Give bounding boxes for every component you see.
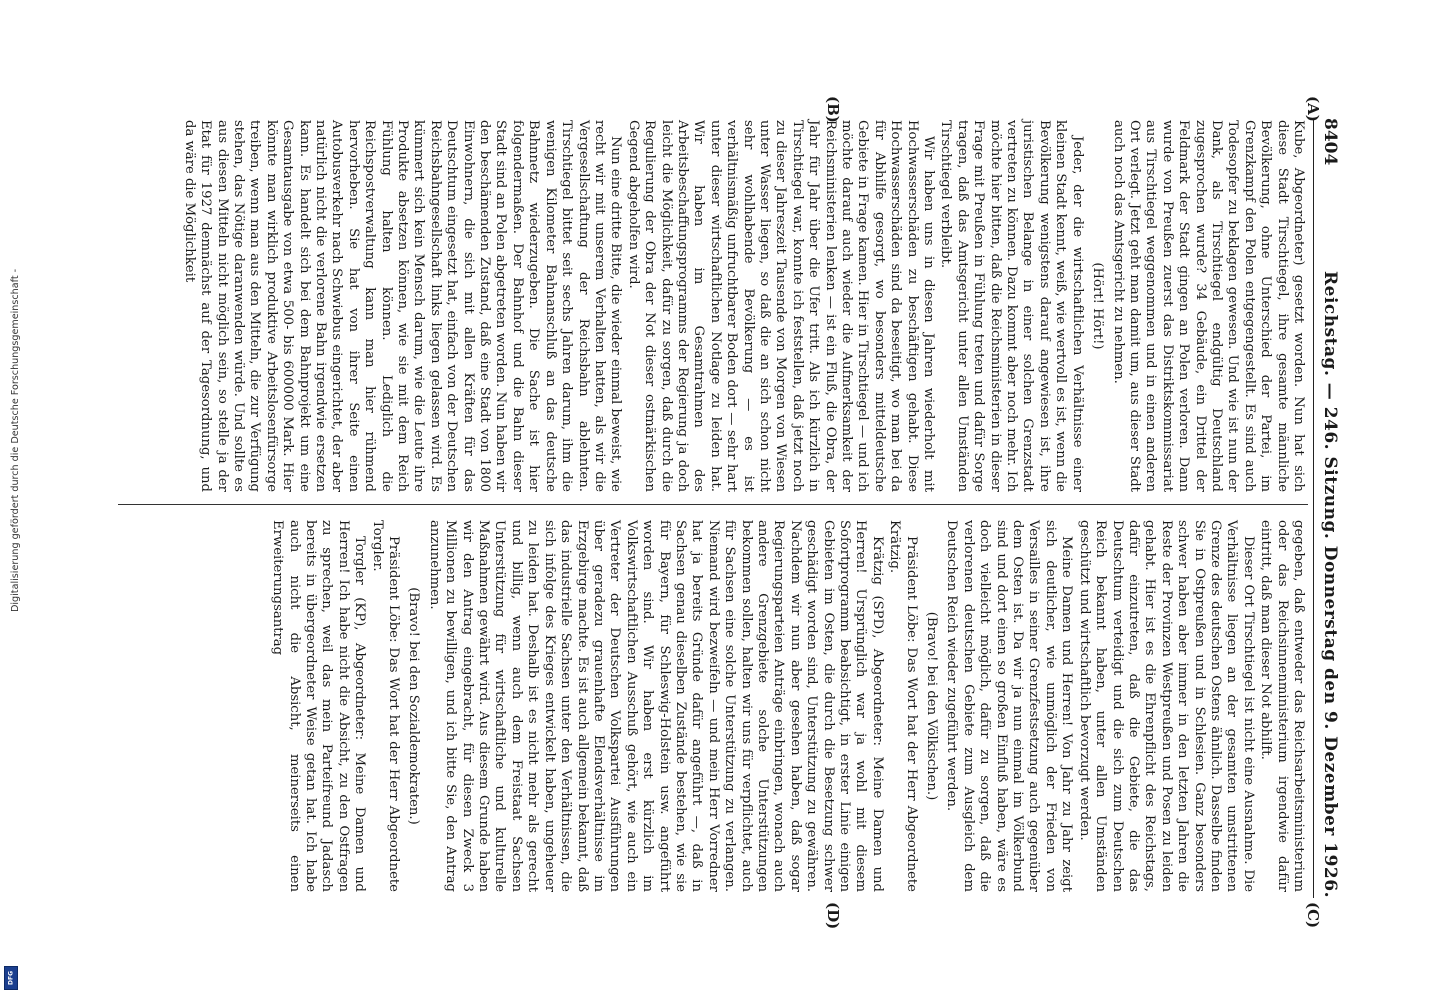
left-column (179, 120, 1306, 492)
interjection: (Hört! Hört!) (1090, 262, 1106, 350)
digitization-note: Digitalisierung gefördert durch die Deutsche Forschungsgemeinschaft - (10, 268, 21, 612)
paragraph: Krätzig (SPD), Abgeordneter: Meine Damen und Herren! Ursprünglich war ja wohl mit diesem Sofortprogramm beabsichtigt, in erster Linie einigen Gebieten im Osten, die durch die Besetzung schwer geschädigt worden sind, Unterstützung zu gewähren. Nachdem wir nun aber gesehen haben, daß sogar Regierungsparteien Anträge einbringen, wonach auch andere Grenzgebiete solche Unterstützungen bekommen sollen, halten wir uns für verpflichtet, auch für Sachsen eine solche Unterstützung zu verlangen. Niemand wird bezweifeln — und mein Herr Vorredner hat ja bereits Gründe dafür angeführt —, daß in Sachsen genau dieselben Zustände bestehen, wie sie für Bayern, für Schleswig-Holstein usw. angeführt worden sind. Wir haben erst kürzlich im Volkswirtschaftlichen Ausschuß gehört, wie auch ein Vertreter der Deutschen Volkspartei Ausführungen über geradezu grauenhafte Elendsverhältnisse im Erzgebirge machte. Es ist auch allgemein bekannt, daß das industrielle Sachsen unter den Verhältnissen, die sich infolge des Krieges entwickelt haben, ungeheuer zu leiden hat. Deshalb ist es nicht mehr als gerecht und billig, wenn auch dem Freistaat Sachsen Unterstützung für wirtschaftliche und kulturelle Maßnahmen gewährt wird. Aus diesem Grunde haben wir den Antrag eingebracht, für diesen Zweck 3 Millionen zu bewilligen, und ich bitte Sie, den Antrag anzunehmen. (426, 520, 885, 892)
paragraph: Meine Damen und Herren! Von Jahr zu Jahr zeigt sich deutlicher, wie unmöglich der Frieden von Versailles in seiner Grenzfestsetzung auch gegenüber dem Osten ist. Da wir ja nun einmal im Völkerbund sind und dort einen so großen Einfluß haben, wäre es doch vielleicht möglich, dafür zu sorgen, daß die verlorenen deutschen Gebiete zum Ausgleich dem Deutschen Reich wieder zugeführt werden. (944, 520, 1075, 892)
margin-marker-d: (D) (824, 902, 842, 930)
president-statement: Präsident Löbe: Das Wort hat der Herr Abgeordnete Krätzig. (887, 520, 919, 892)
margin-marker-a: (A) (1304, 96, 1322, 122)
paragraph: Jeder, der die wirtschaftlichen Verhältnisse einer kleinen Stadt kennt, weiß, wie wertvoll es ist, wenn die Bevölkerung wenigstens darauf angewiesen ist, ihre juristischen Belange in einer solchen Grenzstadt vertreten zu können. Dazu kommt aber noch mehr. Ich möchte hier bitten, daß die Reichsministerien in dieser Frage mit Preußen in Fühlung treten und dafür Sorge tragen, daß das Amtsgericht unter allen Umständen Tirschtiegel verbleibt. (938, 120, 1085, 492)
interjection: (Bravo! bei den Sozialdemokraten.) (406, 587, 422, 825)
paragraph: Wir haben uns in diesen Jahren wiederholt mit Hochwasserschäden zu beschäftigen gehabt. Diese Hochwasserschäden sind da beseitigt, wo man bei da für Abhilfe gesorgt, wo besonders mitteldeutsche Gebiete in Frage kamen. Hier in Tirschtiegel — und ich möchte darauf auch wieder die Aufmerksamkeit der Reichsministerien lenken — ist ein Fluß, die Obra, der Jahr für Jahr über die Ufer tritt. Als ich kürzlich in Tirschtiegel war, konnte ich feststellen, daß jetzt noch zu dieser Jahreszeit Tausende von Morgen von Wiesen unter Wasser liegen, so daß die an sich schon nicht sehr wohlhabende Bevölkerung — es ist verhältnismäßig unfruchtbarer Boden dort — sehr hart unter dieser wirtschaftlichen Notlage zu leiden hat. Wir haben im Gesamtrahmen des Arbeitsbeschaffungsprogramms der Regierung ja doch leicht die Möglichkeit, dafür zu sorgen, daß durch die Regulierung der Obra der Not dieser ostmärkischen Gegend abgeholfen wird. (625, 120, 937, 492)
page-number: 8404 (1320, 118, 1340, 166)
paragraph: Dieser Ort Tirschtiegel ist nicht eine Ausnahme. Die Verhältnisse liegen an der gesamten umstrittenen Grenze des deutschen Ostens ähnlich. Dasselbe finden Sie in Ostpreußen und in Schlesien. Ganz besonders schwer haben aber immer in den letzten Jahren die Reste der Provinzen Westpreußen und Posen zu leiden gehabt. Hier ist es die Ehrenpflicht des Reichstags, dafür einzutreten, daß die Gebiete, die das Deutschtum verteidigt und die sich zum Deutschen Reich bekannt haben, unter allen Umständen geschützt und wirtschaftlich bevorzugt werden. (1076, 520, 1256, 892)
dfg-logo: DFG (4, 966, 18, 990)
column-divider (118, 504, 1308, 505)
paragraph: Nun eine dritte Bitte, die wieder einmal beweist, wie recht wir mit unserem Verhalten hatten, als wir die Vergesellschaftung der Reichsbahn ablehnten. Tirschtiegel bittet seit sechs Jahren darum, ihm die wenigen Kilometer Bahnanschluß an das deutsche Bahnnetz wiederzugeben. Die Sache ist hier folgendermaßen. Der Bahnhof und die Bahn dieser Stadt sind an Polen abgetreten worden. Nun haben wir den beschämenden Zustand, daß eine Stadt von 1800 Einwohnern, die sich mit allen Kräften für das Deutschtum eingesetzt hat, einfach von der Deutschen Reichsbahngesellschaft links liegen gelassen wird. Es kümmert sich kein Mensch darum, wie die Leute ihre Produkte absetzen können, wie sie mit dem Reich Fühlung halten können. Lediglich die Reichspostverwaltung kann man hier rühmend hervorheben. Sie hat von ihrer Seite einen Autobusverkehr nach Schwiebus eingerichtet, der aber natürlich nicht die verlorene Bahn irgendwie ersetzen kann. Es handelt sich bei dem Bahnprojekt um eine Gesamtausgabe von etwa 500- bis 600000 Mark. Hier könnte man wirklich produktive Arbeitslosenfürsorge treiben, wenn man aus den Mitteln, die zur Verfügung stehen, das Nötige daranwenden würde. Und sollte es aus diesen Mitteln nicht möglich sein, so stelle ja der Etat für 1927 demnächst auf der Tagesordnung, und da wäre die Möglichkeit (181, 120, 624, 492)
paragraph: Kube, Abgeordneter) gesetzt worden. Nun hat sich diese Stadt Tirschtiegel, ihre gesamte männliche Bevölkerung, ohne Unterschied der Partei, im Grenzkampf den Polen entgegengestellt. Es sind auch Todesopfer zu beklagen gewesen. Und wie ist nun der Dank, als Tirschtiegel endgültig Deutschland zugesprochen wurde? 34 Gebäude, ein Drittel der Feldmark der Stadt gingen an Polen verloren. Dann wurde von Preußen zuerst das Distriktskommissariat aus Tirschtiegel weggenommen und in einen anderen Ort verlegt. Jetzt geht man damit um, aus dieser Stadt auch noch das Amtsgericht zu nehmen. (1110, 120, 1306, 492)
margin-marker-c: (C) (1304, 902, 1322, 929)
running-title: Reichstag. — 246. Sitzung. Donnerstag den 9. Dezember 1926. (1320, 271, 1340, 898)
page-header (1313, 118, 1342, 898)
paragraph: Torgler (KP), Abgeordneter: Meine Damen und Herren! Ich habe nicht die Absicht, zu den Ostfragen zu sprechen, weil das mein Parteifreund Jadasch bereits in übergeordneter Weise getan hat. Ich habe auch nicht die Absicht, meinerseits einen Erweiterungsantrag (270, 520, 368, 892)
right-column (268, 520, 1306, 892)
president-statement: Präsident Löbe: Das Wort hat der Herr Abgeordnete Torgler. (369, 520, 402, 892)
interjection: (Bravo! bei den Völkischen.) (924, 611, 940, 801)
paragraph: gegeben, daß entweder das Reichsarbeitsministerium oder das Reichsinnenministerium irgendwie dafür eintritt, daß man dieser Not abhilft. (1258, 520, 1306, 892)
margin-marker-b: (B) (824, 96, 842, 123)
